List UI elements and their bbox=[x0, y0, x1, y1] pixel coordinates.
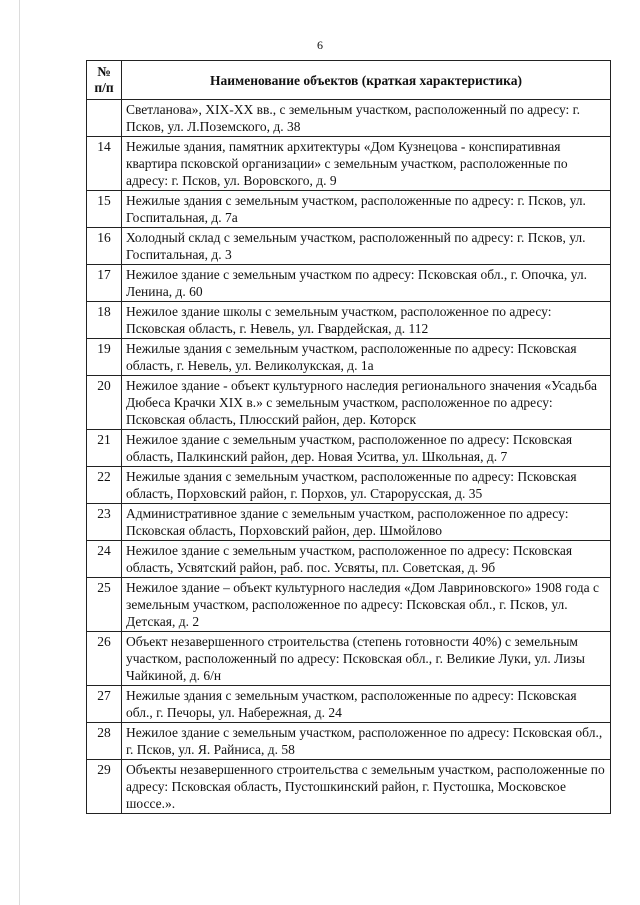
row-number: 23 bbox=[87, 504, 122, 541]
table-row bbox=[87, 430, 611, 467]
object-description: Нежилые здания с земельным участком, расположенные по адресу: Псковская область, Порховский район, г. Порхов, ул. Старорусская, д. 35 bbox=[122, 467, 611, 504]
row-number: 18 bbox=[87, 302, 122, 339]
row-number: 25 bbox=[87, 578, 122, 632]
object-description: Нежилое здание с земельным участком по адресу: Псковская обл., г. Опочка, ул. Ленина, д. 60 bbox=[122, 265, 611, 302]
row-number: 19 bbox=[87, 339, 122, 376]
row-number: 22 bbox=[87, 467, 122, 504]
table-row bbox=[87, 376, 611, 430]
object-description: Нежилое здание с земельным участком, расположенное по адресу: Псковская область, Усвятский район, раб. пос. Усвяты, пл. Советская, д. 9б bbox=[122, 541, 611, 578]
object-description: Нежилое здание – объект культурного наследия «Дом Лавриновского» 1908 года с земельным участком, расположенное по адресу: Псковская обл., г. Псков, ул. Детская, д. 2 bbox=[122, 578, 611, 632]
row-number: 29 bbox=[87, 760, 122, 814]
table-row bbox=[87, 760, 611, 814]
table-row bbox=[87, 632, 611, 686]
table-row bbox=[87, 723, 611, 760]
table-row bbox=[87, 137, 611, 191]
table-row bbox=[87, 504, 611, 541]
object-description: Холодный склад с земельным участком, расположенный по адресу: г. Псков, ул. Госпитальная, д. 3 bbox=[122, 228, 611, 265]
row-number: 20 bbox=[87, 376, 122, 430]
table-row bbox=[87, 191, 611, 228]
table-row bbox=[87, 339, 611, 376]
row-number: 21 bbox=[87, 430, 122, 467]
row-number: 24 bbox=[87, 541, 122, 578]
object-description: Объект незавершенного строительства (степень готовности 40%) с земельным участком, расположенный по адресу: Псковская обл., г. Великие Луки, ул. Лизы Чайкиной, д. 6/н bbox=[122, 632, 611, 686]
row-number bbox=[87, 100, 122, 137]
object-description: Нежилые здания с земельным участком, расположенные по адресу: г. Псков, ул. Госпитальная, д. 7а bbox=[122, 191, 611, 228]
scan-edge-line bbox=[19, 0, 20, 905]
object-description: Нежилые здания с земельным участком, расположенные по адресу: Псковская область, г. Невель, ул. Великолукская, д. 1а bbox=[122, 339, 611, 376]
object-description: Нежилое здание с земельным участком, расположенное по адресу: Псковская обл., г. Псков, ул. Я. Райниса, д. 58 bbox=[122, 723, 611, 760]
table-row bbox=[87, 686, 611, 723]
header-number-column: № п/п bbox=[87, 61, 122, 100]
table-header-row bbox=[87, 61, 611, 100]
row-number: 17 bbox=[87, 265, 122, 302]
object-description: Светланова», XIX-XX вв., с земельным участком, расположенный по адресу: г. Псков, ул. Л.Поземского, д. 38 bbox=[122, 100, 611, 137]
table-row bbox=[87, 100, 611, 137]
table-body bbox=[87, 100, 611, 814]
object-description: Нежилое здание школы с земельным участком, расположенное по адресу: Псковская область, г. Невель, ул. Гвардейская, д. 112 bbox=[122, 302, 611, 339]
row-number: 27 bbox=[87, 686, 122, 723]
row-number: 14 bbox=[87, 137, 122, 191]
row-number: 15 bbox=[87, 191, 122, 228]
table-row bbox=[87, 302, 611, 339]
object-description: Нежилое здание с земельным участком, расположенное по адресу: Псковская область, Палкинский район, дер. Новая Уситва, ул. Школьная, д. 7 bbox=[122, 430, 611, 467]
table-row bbox=[87, 228, 611, 265]
table-row bbox=[87, 467, 611, 504]
header-name-column: Наименование объектов (краткая характеристика) bbox=[122, 61, 611, 100]
page-number: 6 bbox=[317, 38, 323, 52]
row-number: 28 bbox=[87, 723, 122, 760]
object-description: Нежилые здания с земельным участком, расположенные по адресу: Псковская обл., г. Печоры, ул. Набережная, д. 24 bbox=[122, 686, 611, 723]
row-number: 16 bbox=[87, 228, 122, 265]
object-description: Административное здание с земельным участком, расположенное по адресу: Псковская область, Порховский район, дер. Шмойлово bbox=[122, 504, 611, 541]
table-row bbox=[87, 541, 611, 578]
objects-table bbox=[86, 60, 611, 814]
object-description: Нежилые здания, памятник архитектуры «Дом Кузнецова - конспиративная квартира псковской организации» с земельным участком, расположенные по адресу: г. Псков, ул. Воровского, д. 9 bbox=[122, 137, 611, 191]
object-description: Объекты незавершенного строительства с земельным участком, расположенные по адресу: Псковская область, Пустошкинский район, г. Пустошка, Московское шоссе.». bbox=[122, 760, 611, 814]
table-row bbox=[87, 578, 611, 632]
table-row bbox=[87, 265, 611, 302]
object-description: Нежилое здание - объект культурного наследия регионального значения «Усадьба Дюбеса Крачки XIX в.» с земельным участком, расположенное по адресу: Псковская область, Плюсский район, дер. Которск bbox=[122, 376, 611, 430]
row-number: 26 bbox=[87, 632, 122, 686]
